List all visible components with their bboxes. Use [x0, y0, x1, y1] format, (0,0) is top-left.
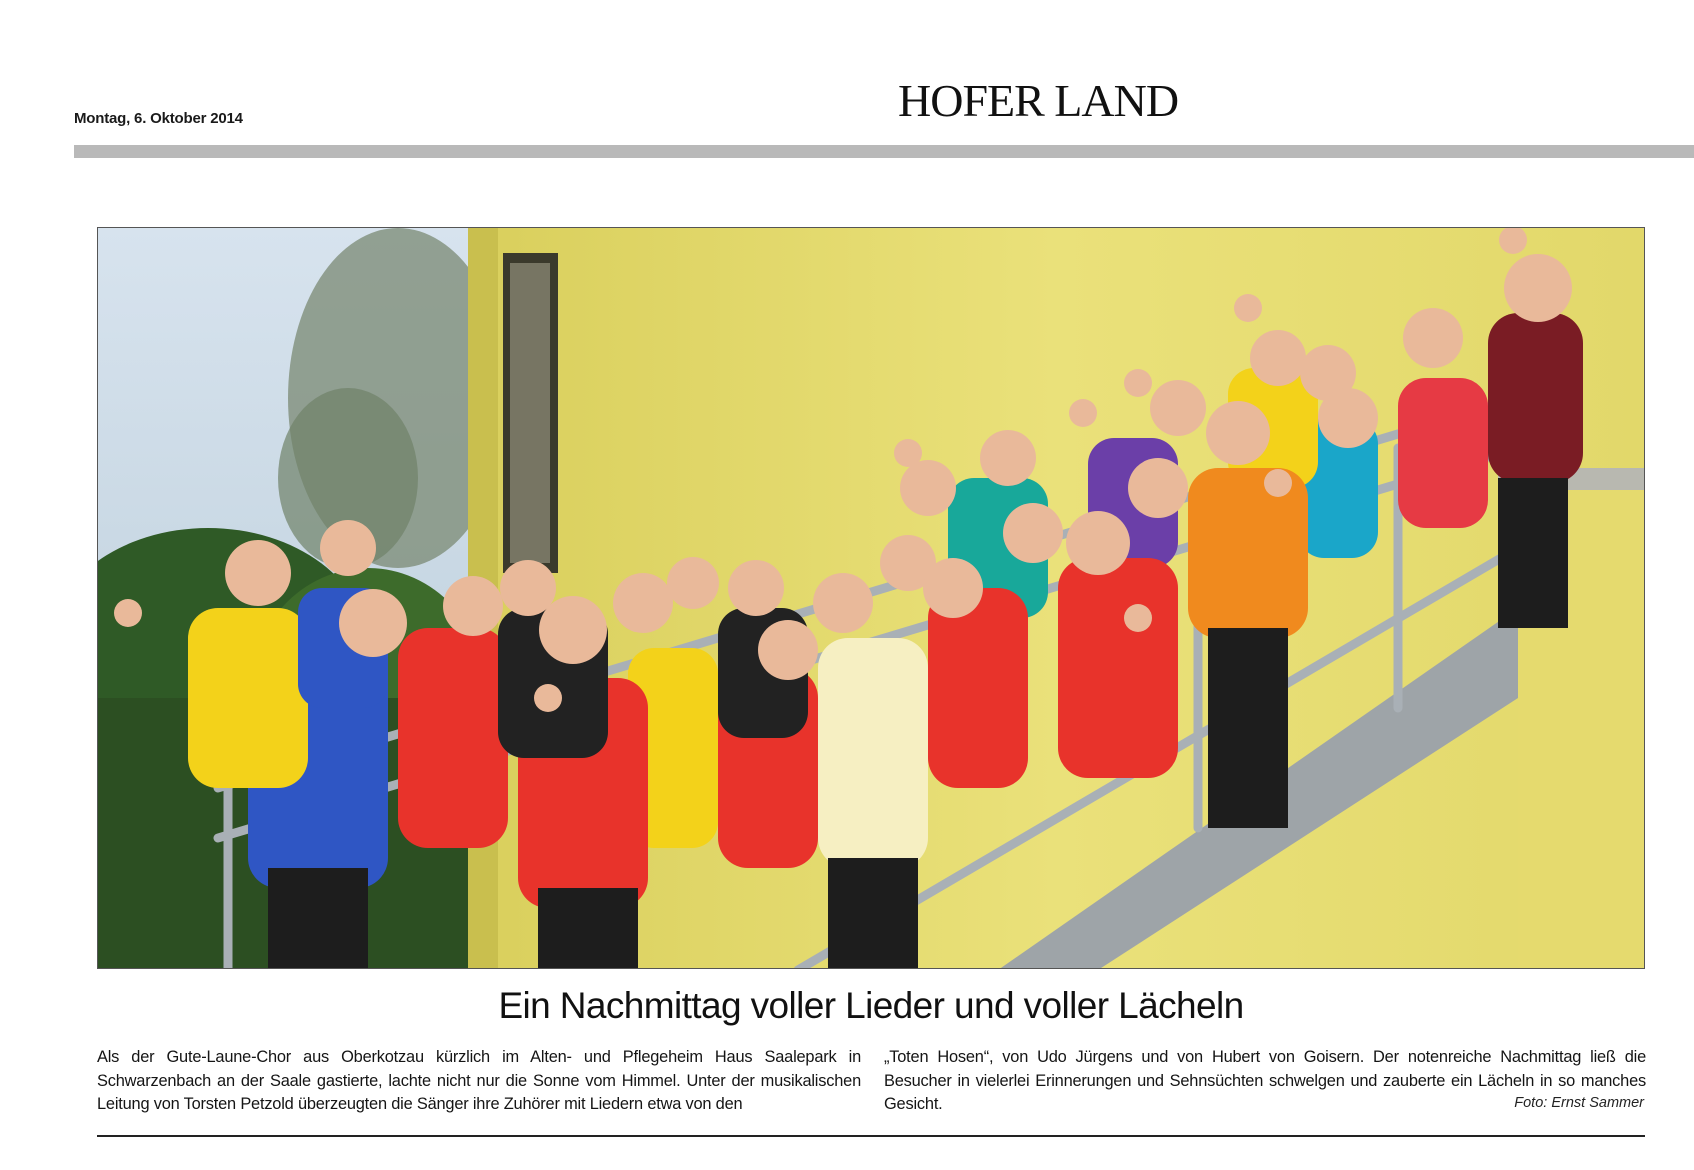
issue-date: Montag, 6. Oktober 2014: [74, 110, 243, 127]
body-paragraph-right: „Toten Hosen“, von Udo Jürgens und von Hubert von Goisern. Der notenreiche Nachmittag ließ die Besucher in vielerlei Erinnerungen und Sehnsüchten schwelgen und zauberte ein Lächeln in so manches Gesicht.: [884, 1048, 1646, 1113]
section-title: HOFER LAND: [898, 75, 1179, 126]
photo-credit: Foto: Ernst Sammer: [1514, 1095, 1644, 1111]
choir-photo: [97, 227, 1645, 969]
photo-illustration: [98, 228, 1645, 969]
bottom-rule: [97, 1135, 1645, 1137]
body-paragraph-left: Als der Gute-Laune-Chor aus Oberkotzau kürzlich im Alten- und Pflegeheim Haus Saalepark in Schwarzenbach an der Saale gastierte, lachte nicht nur die Sonne vom Himmel. Unter der musikalischen Leitung von Torsten Petzold überzeugten die Sänger ihre Zuhörer mit Liedern etwa von den: [97, 1048, 861, 1113]
article-headline: Ein Nachmittag voller Lieder und voller Lächeln: [498, 985, 1244, 1026]
article-body-left: [97, 1046, 861, 1117]
header-rule: [74, 145, 1694, 158]
